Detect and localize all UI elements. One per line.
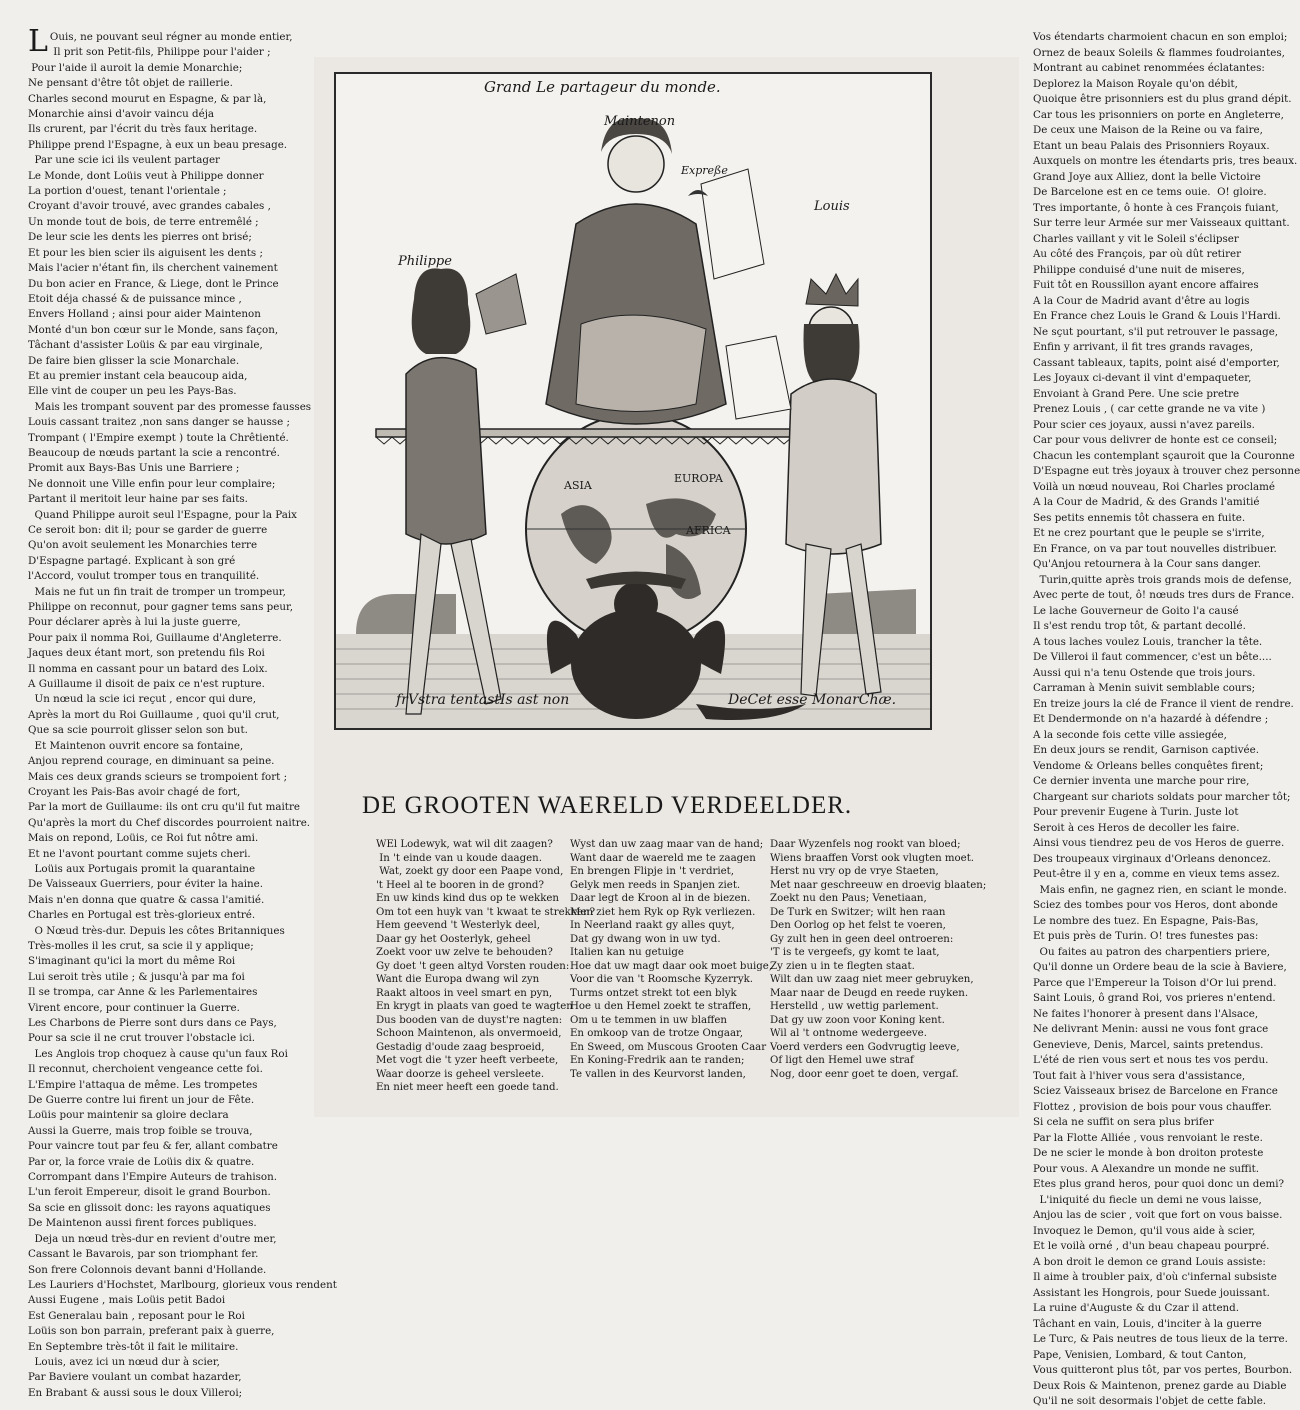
label-expresse: Expreße — [681, 164, 728, 177]
left-verse-opening: Ouis, ne pouvant seul régner au monde entier, Il prit son Petit-fils, Philippe pour l'aider ; Pour l'aide il auroit la demie Monarchie; — [31, 31, 293, 74]
print-title: DE GROOTEN WAERELD VERDEELDER. — [362, 792, 853, 819]
dutch-verse-column-2: Wyst dan uw zaag maar van de hand; Want daar de waereld me te zaagen En brengen Flipje in 't verdriet, Gelyk men reeds in Spanjen ziet. Daar legt de Kroon al in de biezen. Men ziet hem Ryk op Ryk verliezen. In Neerland raakt gy alles quyt, Dat gy dwang won in uw tyd. Italien kan nu getuige Hoe dat uw magt daar ook moet buige, Voor die van 't Roomsche Kyzerryk. Turms ontzet strekt tot een blyk Hoe u den Hemel zoekt te straffen, Om u te temmen in uw blaffen En omkoop van de trotze Ongaar, En Sweed, om Muscous Grooten Caar En Koning-Fredrik aan te randen; Te vallen in des Keurvorst landen, — [570, 839, 773, 1080]
engraving-title: Grand Le partageur du monde. — [484, 78, 721, 96]
left-verse-column — [28, 24, 337, 1399]
right-verse-column: Vos étendarts charmoient chacun en son emploi; Ornez de beaux Soleils & flammes foudroiantes, Montrant au cabinet renommées éclatantes: Deplorez la Maison Royale qu'on débit, Quoique être prisonniers est du plus grand dépit. Car tous les prisonniers on porte en Angleterre, De ceux une Maison de la Reine ou va faire, Etant un beau Palais des Prisonniers Royaux. Auxquels on montre les étendarts pris, tres beaux. Grand Joye aux Alliez, dont la belle Victoire De Barcelone est en ce tems ouie. O! gloire. Tres importante, ô honte à ces François fuiant, Sur terre leur Armée sur mer Vaisseaux quittant. Charles vaillant y vit le Soleil s'éclipser Au côté des François, par où dût retirer Philippe conduisé d'une nuit de miseres, Fuit tôt en Roussillon ayant encore affaires A la Cour de Madrid avant d'être au logis En France chez Louis le Grand & Louis l'Hardi. Ne sçut pourtant, s'il put retrouver le passage, Enfin y arrivant, il fit tres grands ravages, Cassant tableaux, tapits, point aisé d'emporter, Les Joyaux ci-devant il vint d'empaqueter, Envoiant à Grand Pere. Une scie pretre Prenez Louis , ( car cette grande ne va vite ) Pour scier ces joyaux, aussi n'avez pareils. Car pour vous delivrer de honte est ce conseil; Chacun les contemplant sçauroit que la Couronne D'Espagne eut très joyaux à trouver chez personne Voilà un nœud nouveau, Roi Charles proclamé A la Cour de Madrid, & des Grands l'amitié Ses petits ennemis tôt chassera en fuite. Et ne crez pourtant que le peuple se s'irrite, En France, on va par tout nouvelles distribuer. Qu'Anjou retournera à la Cour sans danger. Turin,quitte après trois grands mois de defense, Avec perte de tout, ô! nœuds tres durs de France. Le lache Gouverneur de Goito l'a causé Il s'est rendu trop tôt, & partant decollé. A tous laches voulez Louis, trancher la tête. De Villeroi il faut commencer, c'est un bête.... Aussi qui n'a tenu Ostende que trois jours. Carraman à Menin suivit semblable cours; En treize jours la clé de France il vient de rendre. Et Dendermonde on n'a hazardé à défendre ; A la seconde fois cette ville assiegée, En deux jours se rendit, Garnison captivée. Vendome & Orleans belles conquêtes firent; Ce dernier inventa une marche pour rire, Chargeant sur chariots soldats pour marcher tôt; Pour prevenir Eugene à Turin. Juste lot Seroit à ces Heros de decoller les faire. Ainsi vous tiendrez peu de vos Heros de guerre. Des troupeaux virginaux d'Orleans denoncez. Peut-être il y en a, comme en vieux tems assez. Mais enfin, ne gagnez rien, en sciant le monde. Sciez des tombes pour vos Heros, dont abonde Le nombre des tuez. En Espagne, Pais-Bas, Et puis près de Turin. O! tres funestes pas: Ou faites au patron des charpentiers priere, Qu'il donne un Ordere beau de la scie à Baviere, Parce que l'Empereur la Toison d'Or lui prend. Saint Louis, ô grand Roi, vos prieres n'entend. Ne faites l'honorer à present dans l'Alsace, Ne delivrant Menin: aussi ne vous font grace Genevieve, Denis, Marcel, saints pretendus. L'été de rien vous sert et nous tes vos perdu. Tout fait à l'hiver vous sera d'assistance, Sciez Vaisseaux brisez de Barcelone en France Flottez , provision de bois pour vous chauffer. Si cela ne suffit on sera plus brifer Par la Flotte Alliée , vous renvoiant le reste. De ne scier le monde à bon droiton proteste Pour vous. A Alexandre un monde ne suffit. Etes plus grand heros, pour quoi donc un demi? L'iniquité du fiecle un demi ne vous laisse, Anjou las de scier , voit que fort on vous baisse. Invoquez le Demon, qu'il vous aide à scier, Et le voilà orné , d'un beau chapeau pourpré. A bon droit le demon ce grand Louis assiste: Il aime à troubler paix, d'où c'infernal subsiste Assistant les Hongrois, pour Suede jouissant. La ruine d'Auguste & du Czar il attend. Tâchant en vain, Louis, d'inciter à la guerre Le Turc, & Pais neutres de tous lieux de la terre. Pape, Venisien, Lombard, & tout Canton, Vous quitteront plus tôt, par vos pertes, Bourbon. Deux Rois & Maintenon, prenez garde au Diable Qu'il ne soit desormais l'objet de cette fable. — [1033, 31, 1300, 1407]
dutch-verse-column-3: Daar Wyzenfels nog rookt van bloed; Wiens braaffen Vorst ook vlugten moet. Herst nu vry op de vrye Staeten, Met naar geschreeuw en droevig Zoekt nu den Paus; Venetiaan, De Turk en Switzer; wilt hen raan Den Oorlog op het felst te voeren, Gy zult hen in geen deel ontroeren: 'T is te vergeefs, gy komt te laat, Zy zien u in te flegten staat. Wilt dan uw zaag niet meer gebruyken, Maar naar de Deugd en reede ruyken. Herstelld , uw wettig parlement. Dat gy uw zoon voor Koning kent. Wil al 't ontnome wedergeeve. Voerd verders een Godvrugtig leeve, Of ligt den Hemel uwe straf Nog, door eenr goet te doen, vergaf. — [770, 839, 975, 1080]
label-africa: AFRICA — [686, 524, 731, 537]
motto-right: DeCet esse MonarChæ. — [728, 692, 897, 708]
label-philippe: Philippe — [398, 254, 452, 269]
drop-cap: L — [28, 24, 48, 59]
label-louis: Louis — [814, 199, 850, 214]
label-europa: EUROPA — [674, 472, 723, 485]
dutch-verse-column-1: WEl Lodewyk, wat wil dit zaagen? In 't einde van u koude daagen. Wat, zoekt gy door een Paape vond, 't Heel al te booren in de grond? En uw kinds kind dus op te wekken Om tot een huyk van 't kwaat te Hem geevend 't Westerlyk deel, Daar gy het Oosterlyk, geheel Zoekt voor uw zelve te behouden? Gy doet 't geen altyd Vorsten rouden: Want die Europa dwang wil zyn Raakt altoos in veel smart en pyn, En krygt in plaats van goed te wagten Dus booden van de duyst're nagten: Schoon Maintenon, als onvermoeid, Gestadig d'oude zaag besproeid, Met vogt die 't yzer heeft verbeete, Waar doorze is geheel versleete. En niet meer heeft een goede tand. — [376, 839, 573, 1093]
motto-left: frVstra tentastIs ast non — [396, 692, 570, 708]
label-asia: ASIA — [564, 479, 592, 492]
engraving-illustration — [336, 74, 930, 728]
engraving-frame — [334, 72, 932, 730]
label-maintenon: Maintenon — [604, 114, 676, 129]
left-verse-body: Ne pensant d'être tôt objet de raillerie. Charles second mourut en Espagne, & par là, Monarchie ainsi d'avoir vaincu déja Ils crurent, par l'écrit du très faux heritage. Philippe prend l'Espagne, à eux un beau presage. Par une scie ici ils veulent partager Le Monde, dont Loüis veut à Philippe donner La portion d'ouest, tenant l'orientale ; Croyant d'avoir trouvé, avec grandes cabales , Un monde tout de bois, de terre entremêlé ; De leur scie les dents les pierres ont brisé; Et pour les bien scier ils aiguisent les dents ; Mais l'acier n'étant fin, ils cherchent vainement Du bon acier en France, & Liege, dont le Prince Etoit déja chassé & de puissance mince , Envers Holland ; ainsi pour aider Maintenon Monté d'un bon cœur sur le Monde, sans façon, Tâchant d'assister Loüis & par eau virginale, De faire bien glisser la scie Monarchale. Et au premier instant cela beaucoup aida, Elle vint de couper un peu les Pays-Bas. Mais les trompant souvent par des promesse fausses Louis cassant traitez ,non sans danger se hausse ; Trompant ( l'Empire exempt ) toute la Chrêtienté. Beaucoup de nœuds partant la scie a rencontré. Promit aux Bays-Bas Unis une Barriere ; Ne donnoit une Ville enfin pour leur complaire; Partant il meritoit leur haine par ses faits. Quand Philippe auroit seul l'Espagne, pour la Paix Ce seroit bon: dit il; pour se garder de guerre Qu'on avoit seulement les Monarchies terre D'Espagne partagé. Explicant à son gré l'Accord, voulut tromper tous en tranquilité. Mais ne fut un fin trait de tromper un trompeur, Philippe on reconnut, pour gagner tems sans peur, Pour déclarer après à lui la juste guerre, Pour paix il nomma Roi, Guillaume d'Angleterre. Jaques deux étant mort, son pretendu fils Roi Il nomma en cassant pour un batard des Loix. A Guillaume il disoit de paix ce n'est rupture. Un nœud la scie ici reçut , encor qui dure, Après la mort du Roi Guillaume , quoi qu'il crut, Que sa scie pourroit glisser selon son but. Et Maintenon ouvrit encore sa fontaine, Anjou reprend courage, en diminuant sa peine. Mais ces deux grands scieurs se trompoient fort ; Croyant les Pais-Bas avoir chagé de fort, Par la mort de Guillaume: ils ont cru qu'il fut maitre Qu'après la mort du Chef discordes pourroient naitre. Mais on repond, Loüis, ce Roi fut nôtre ami. Et ne l'avont pourtant comme sujets cheri. Loüis aux Portugais promit la quarantaine De Vaisseaux Guerriers, pour éviter la haine. Mais n'en donna que quatre & cassa l'amitié. Charles en Portugal est très-glorieux entré. O Nœud très-dur. Depuis les côtes Britanniques Très-molles il les crut, sa scie il y applique; S'imaginant qu'ici la mort du même Roi Lui seroit très utile ; & jusqu'à par ma foi Il se trompa, car Anne & les Parlementaires Virent encore, pour continuer la Guerre. Les Charbons de Pierre sont durs dans ce Pays, Pour sa scie il ne crut trouver l'obstacle ici. Les Anglois trop choquez à cause qu'un faux Roi Il reconnut, cherchoient vengeance cette foi. L'Empire l'attaqua de même. Les trompetes De Guerre contre lui firent un jour de Fête. Loüis pour maintenir sa gloire declara Aussi la Guerre, mais trop foible se trouva, Pour vaincre tout par feu & fer, allant combatre Par or, la force vraie de Loüis dix & quatre. Corrompant dans l'Empire Auteurs de trahison. L'un feroit Empereur, disoit le grand Bourbon. Sa scie en glissoit donc: les rayons aquatiques De Maintenon aussi firent forces publiques. Deja un nœud très-dur en revient d'outre mer, Cassant le Bavarois, par son triomphant fer. Son frere Colonnois devant banni d'Hollande. Les Lauriers d'Hochstet, Marlbourg, glorieux vous rendent Aussi Eugene , mais Loüis petit Badoi Est Generalau bain , reposant pour le Roi Loüis son bon parrain, preferant paix à guerre, En Septembre très-tôt il fait le militaire. Louis, avez ici un nœud dur à scier, Par Baviere voulant un combat hazarder, En Brabant & aussi sous le doux Villeroi; — [28, 77, 337, 1399]
